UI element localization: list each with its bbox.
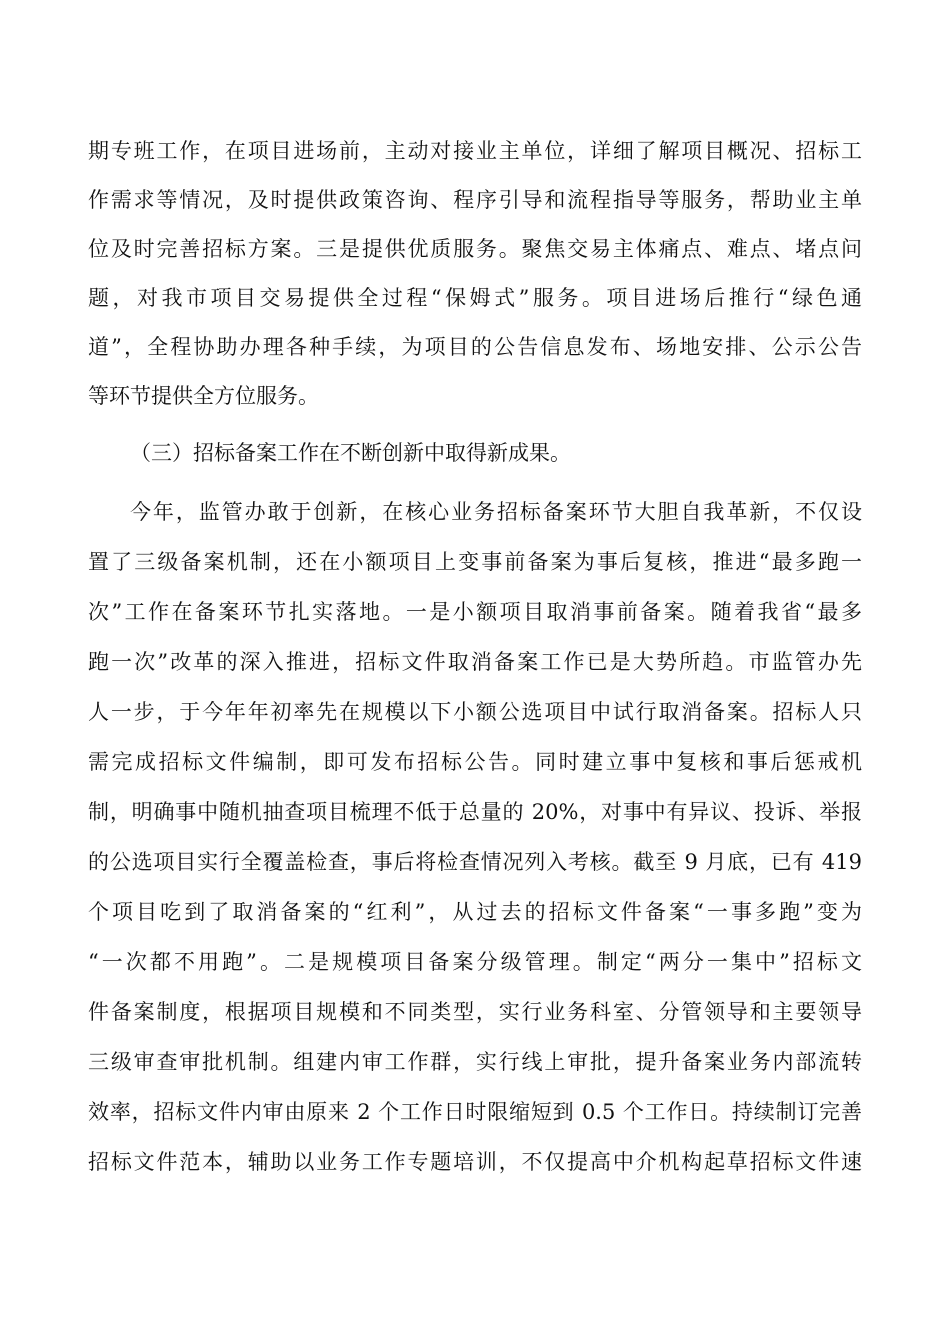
paragraph-line: 期专班工作，在项目进场前，主动对接业主单位，详细了解项目概况、招标工 xyxy=(88,139,862,163)
paragraph-line: 等环节提供全方位服务。 xyxy=(88,384,319,408)
paragraph-line: 效率，招标文件内审由原来 2 个工作日时限缩短到 0.5 个工作日。持续制订完善 xyxy=(88,1100,862,1124)
paragraph-line: 三级审查审批机制。组建内审工作群，实行线上审批，提升备案业务内部流转 xyxy=(88,1050,862,1074)
paragraph-line: 的公选项目实行全覆盖检查，事后将检查情况列入考核。截至 9 月底，已有 419 xyxy=(88,850,862,874)
paragraph-line: 题，对我市项目交易提供全过程“保姆式”服务。项目进场后推行“绿色通 xyxy=(88,286,862,310)
paragraph-line: 人一步，于今年年初率先在规模以下小额公选项目中试行取消备案。招标人只 xyxy=(88,700,862,724)
paragraph-line: 跑一次”改革的深入推进，招标文件取消备案工作已是大势所趋。市监管办先 xyxy=(88,650,862,674)
paragraph-line: 件备案制度，根据项目规模和不同类型，实行业务科室、分管领导和主要领导 xyxy=(88,1000,862,1024)
paragraph-line: 次”工作在备案环节扎实落地。一是小额项目取消事前备案。随着我省“最多 xyxy=(88,600,862,624)
paragraph-line: 个项目吃到了取消备案的“红利”，从过去的招标文件备案“一事多跑”变为 xyxy=(88,900,862,924)
paragraph-line: 置了三级备案机制，还在小额项目上变事前备案为事后复核，推进“最多跑一 xyxy=(88,550,862,574)
paragraph-line: 制，明确事中随机抽查项目梳理不低于总量的 20%，对事中有异议、投诉、举报 xyxy=(88,800,862,824)
paragraph-line: 需完成招标文件编制，即可发布招标公告。同时建立事中复核和事后惩戒机 xyxy=(88,750,862,774)
paragraph-line: 今年，监管办敢于创新，在核心业务招标备案环节大胆自我革新，不仅设 xyxy=(130,500,862,524)
paragraph-line: 道”，全程协助办理各种手续，为项目的公告信息发布、场地安排、公示公告 xyxy=(88,335,862,359)
paragraph-line: “一次都不用跑”。二是规模项目备案分级管理。制定“两分一集中”招标文 xyxy=(88,950,862,974)
paragraph-line: 位及时完善招标方案。三是提供优质服务。聚焦交易主体痛点、难点、堵点问 xyxy=(88,237,862,261)
paragraph-line: 招标文件范本，辅助以业务工作专题培训，不仅提高中介机构起草招标文件速 xyxy=(88,1150,862,1174)
section-heading: （三）招标备案工作在不断创新中取得新成果。 xyxy=(130,441,571,465)
paragraph-line: 作需求等情况，及时提供政策咨询、程序引导和流程指导等服务，帮助业主单 xyxy=(88,188,862,212)
